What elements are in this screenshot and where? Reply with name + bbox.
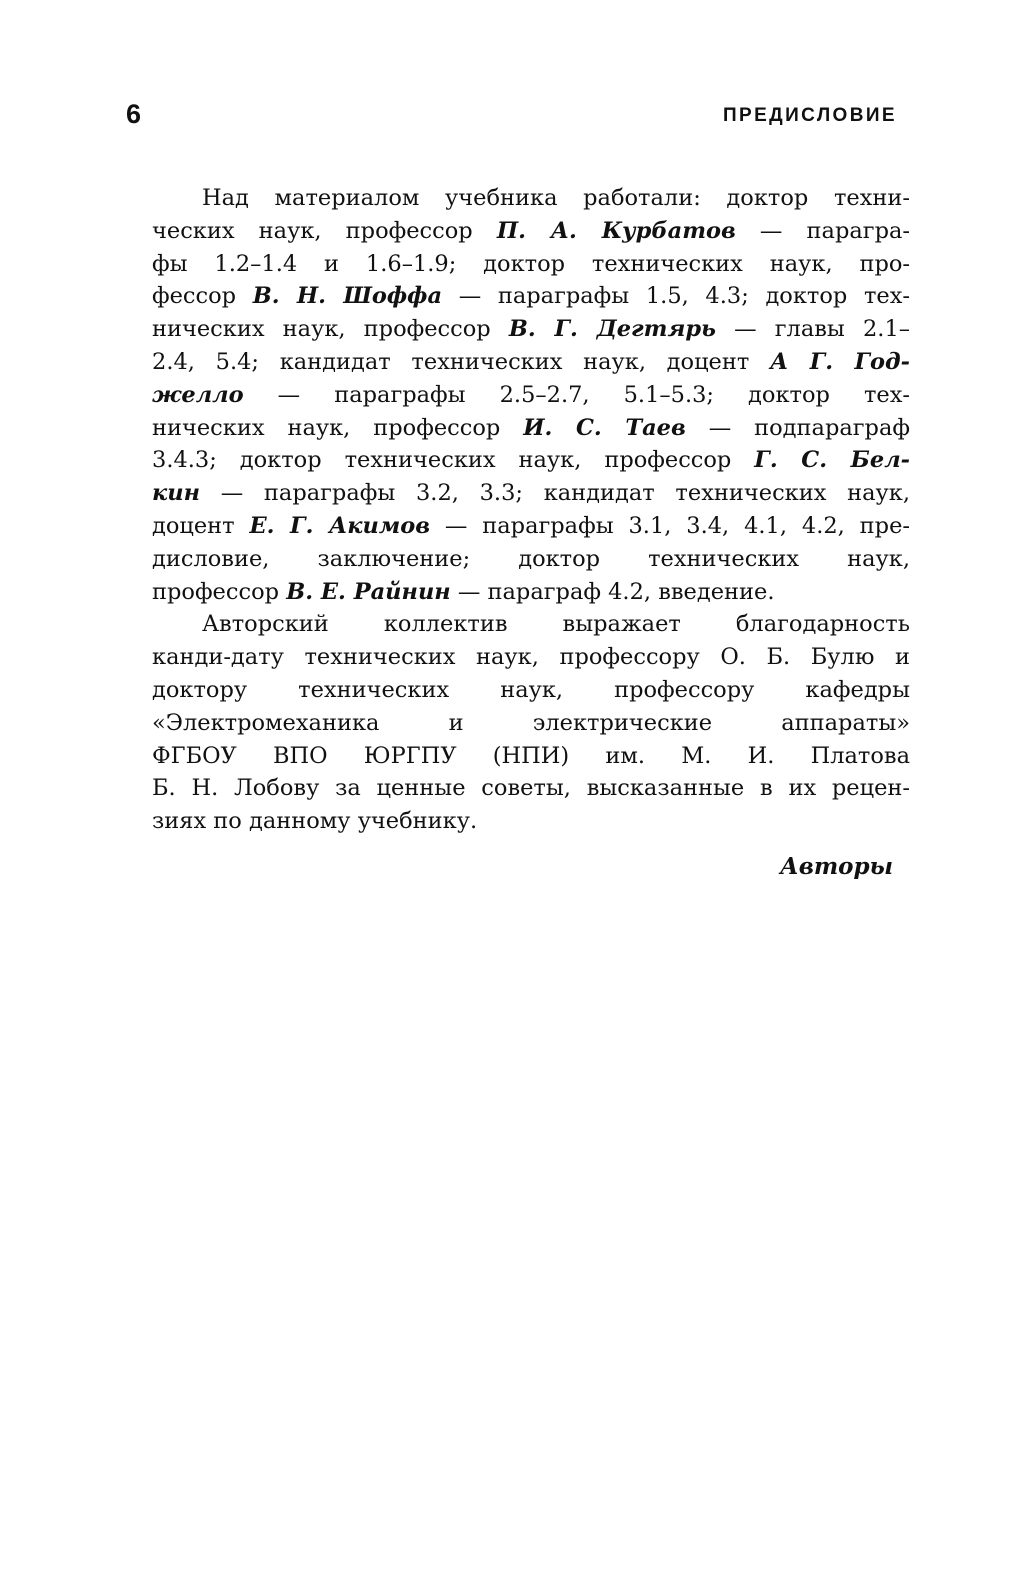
text-run: нических наук, профессор <box>152 316 509 343</box>
text-run: ческих наук, профессор <box>152 217 497 244</box>
text-run: доцент <box>152 512 250 539</box>
text-line <box>152 444 910 477</box>
text-run: профессор <box>152 578 287 605</box>
text-run: Б. Н. Лобову за ценные советы, высказанные в их рецен- <box>152 775 910 802</box>
text-run: — подпараграф <box>685 414 910 441</box>
author-name: И. С. Таев <box>523 414 686 441</box>
section-title: ПРЕДИСЛОВИЕ <box>722 105 897 126</box>
text-line <box>152 215 910 248</box>
text-run: Над материалом учебника работали: доктор техни- <box>202 185 910 211</box>
author-name: Е. Г. Акимов <box>249 512 431 539</box>
text-line <box>152 543 910 576</box>
text-line <box>152 608 910 641</box>
text-run: Авторский коллектив выражает благодарность <box>202 611 910 638</box>
text-line <box>152 576 910 609</box>
text-run: — параграфы 2.5–2.7, 5.1–5.3; доктор тех- <box>243 381 910 408</box>
paragraph-contributors <box>152 182 910 608</box>
paragraph-acknowledgements <box>152 608 910 838</box>
text-run: 2.4, 5.4; кандидат технических наук, доцент <box>152 348 771 375</box>
text-line <box>152 707 910 740</box>
text-line <box>152 674 910 707</box>
text-run: зиях по данному учебнику. <box>152 808 478 835</box>
text-line <box>152 280 910 313</box>
text-line <box>152 182 910 215</box>
text-line <box>152 641 910 674</box>
text-run: фессор <box>152 283 253 310</box>
signature: Авторы <box>779 853 893 880</box>
author-name: желло <box>152 381 244 408</box>
text-line <box>152 510 910 543</box>
text-run: ФГБОУ ВПО ЮРГПУ (НПИ) им. М. И. Платова <box>152 742 910 769</box>
text-run: канди-дату технических наук, профессору О. Б. Булю и <box>152 644 910 671</box>
author-name: кин <box>152 480 200 507</box>
text-run: — главы 2.1– <box>715 316 911 343</box>
text-line <box>152 772 910 805</box>
page-number: 6 <box>126 99 142 129</box>
text-run: фы 1.2–1.4 и 1.6–1.9; доктор технических наук, про- <box>152 250 910 277</box>
text-line <box>152 346 910 379</box>
text-line <box>152 477 910 510</box>
text-line <box>152 805 910 838</box>
text-run: доктору технических наук, профессору кафедры <box>152 676 910 703</box>
text-run: дисловие, заключение; доктор технических наук, <box>152 545 910 572</box>
author-name: П. А. Курбатов <box>496 217 736 244</box>
text-line <box>152 248 910 281</box>
author-name: В. Н. Шоффа <box>252 283 443 310</box>
text-run: — параграф 4.2, введение. <box>450 578 775 605</box>
text-line <box>152 313 910 346</box>
text-line <box>152 379 910 412</box>
running-head <box>126 96 897 132</box>
text-run: 3.4.3; доктор технических наук, профессор <box>152 447 755 474</box>
text-run: — параграфы 1.5, 4.3; доктор тех- <box>442 283 911 310</box>
text-run: нических наук, профессор <box>152 414 524 441</box>
author-name: Г. С. Бел- <box>754 447 911 474</box>
preface-body <box>152 182 910 838</box>
author-name: В. Г. Дегтярь <box>508 316 716 343</box>
text-run: «Электромеханика и электрические аппараты» <box>152 709 910 736</box>
text-run: — парагра- <box>735 217 910 244</box>
author-name: А Г. Год- <box>770 348 910 375</box>
author-name: В. Е. Райнин <box>286 578 451 605</box>
text-line <box>152 412 910 445</box>
text-run: — параграфы 3.1, 3.4, 4.1, 4.2, пре- <box>430 512 910 539</box>
text-run: — параграфы 3.2, 3.3; кандидат технических наук, <box>200 480 910 507</box>
text-line <box>152 740 910 773</box>
